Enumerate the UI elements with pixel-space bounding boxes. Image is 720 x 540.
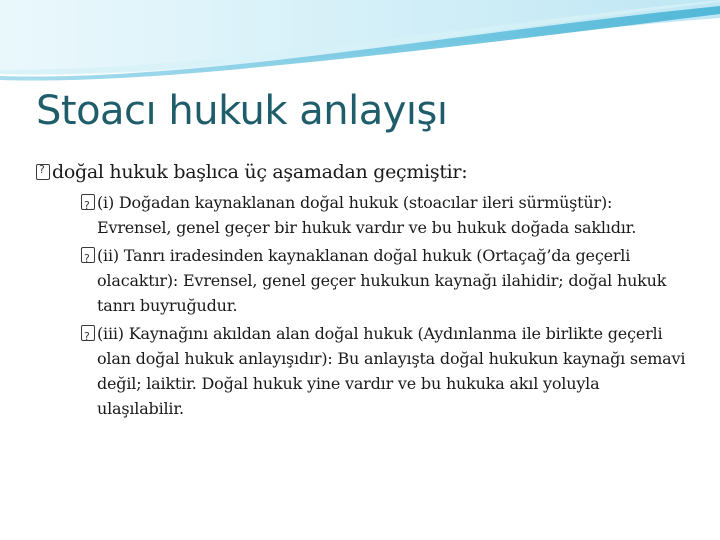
missing-glyph-box-icon bbox=[81, 247, 95, 263]
sub-bullet-1 bbox=[81, 190, 686, 240]
sub-bullet-text: (iii) Kaynağını akıldan alan doğal hukuk (Aydınlanma ile birlikte geçerli olan doğal hukuk anlayışıdır): Bu anlayışta doğal hukukun kaynağı semavi değil; laiktir. Doğal hukuk yine vardır ve bu hukuka akıl yoluyla ulaşılabilir. bbox=[97, 324, 686, 418]
missing-glyph-box-icon bbox=[36, 164, 50, 180]
sub-bullet-text: (ii) Tanrı iradesinden kaynaklanan doğal hukuk (Ortaçağ’da geçerli olacaktır): Evrensel, genel geçer hukukun kaynağı ilahidir; doğal hukuk tanrı buyruğudur. bbox=[97, 246, 667, 315]
main-bullet bbox=[36, 160, 686, 184]
sub-bullet-list bbox=[81, 190, 686, 421]
missing-glyph-box-icon bbox=[81, 194, 95, 210]
sub-bullet-3 bbox=[81, 321, 686, 421]
main-bullet-text: doğal hukuk başlıca üç aşamadan geçmiştir: bbox=[52, 161, 468, 183]
header-wave-decoration bbox=[0, 0, 720, 90]
sub-bullet-2 bbox=[81, 243, 686, 318]
sub-bullet-text: (i) Doğadan kaynaklanan doğal hukuk (stoacılar ileri sürmüştür): Evrensel, genel geçer bir hukuk vardır ve bu hukuk doğada saklıdır. bbox=[97, 193, 637, 237]
slide-content bbox=[36, 160, 686, 424]
slide-title: Stoacı hukuk anlayışı bbox=[36, 88, 448, 134]
missing-glyph-box-icon bbox=[81, 325, 95, 341]
